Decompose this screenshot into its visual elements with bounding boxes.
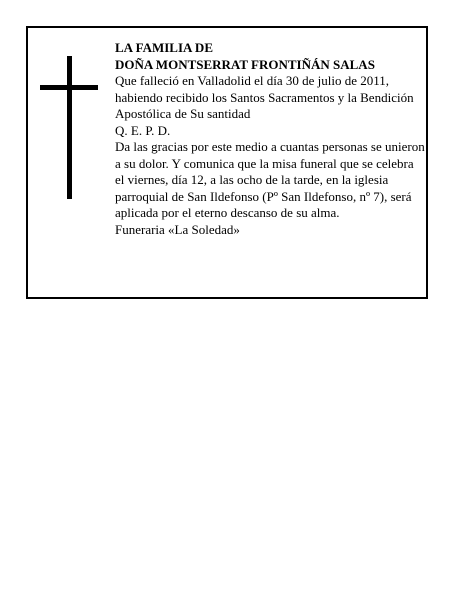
thanks-and-mass-info: Da las gracias por este medio a cuantas personas se unieron a su dolor. Y comunica que la misa funeral que se celebra el viernes, día 12, a las ocho de la tarde, en la iglesia parroquial de San Ildefonso (Pº San Ildefonso, nº 7), será aplicada por el eterno descanso de su alma. (115, 139, 425, 220)
notice-text (115, 40, 425, 238)
funeral-home: Funeraria «La Soledad» (115, 221, 240, 237)
heading-deceased-name: DOÑA MONTSERRAT FRONTIÑÁN SALAS (115, 56, 375, 72)
death-announcement: Que falleció en Valladolid el día 30 de julio de 2011, habiendo recibido los Santos Sacramentos y la Bendición Apostólica de Su santidad (115, 73, 414, 121)
cross-vertical-bar (67, 56, 72, 199)
cross-horizontal-bar (40, 85, 98, 90)
cross-icon (40, 56, 98, 199)
heading-family: LA FAMILIA DE (115, 40, 213, 55)
obituary-notice (26, 26, 428, 299)
qepd-line: Q. E. P. D. (115, 122, 171, 138)
